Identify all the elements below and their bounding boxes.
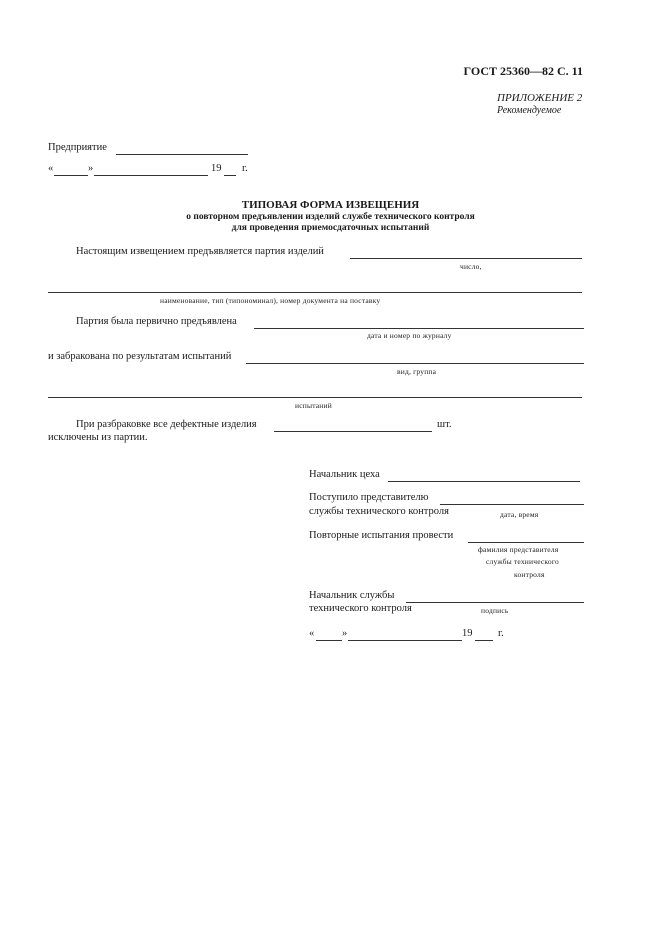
excluded-label: исключены из партии. [48,432,148,443]
hint-datetime: дата, время [500,510,539,519]
date-close-quote: » [88,163,94,174]
date-day-field[interactable] [54,175,88,176]
recommended-label: Рекомендуемое [497,105,562,116]
year-suffix: г. [242,163,248,174]
hint-signature: подпись [481,606,509,615]
hint-number: число, [460,262,482,271]
bottom-year-prefix: 19 [462,628,473,639]
hint-rep-1: фамилия представителя [478,545,559,554]
bottom-date-close-quote: » [342,628,348,639]
bottom-year-suffix: г. [498,628,504,639]
bottom-date-day-field[interactable] [316,640,342,641]
bottom-date-open-quote: « [309,628,315,639]
bottom-date-year-field[interactable] [475,640,493,641]
rejected-label: и забракована по результатам испытаний [48,351,232,362]
repeat-tests-field[interactable] [468,542,584,543]
first-submission-label: Партия была первично предъявлена [76,316,237,327]
form-subtitle-1: о повторном предъявлении изделий службе технического контроля [186,212,475,222]
form-subtitle-2: для проведения приемосдаточных испытаний [231,223,430,233]
defective-count-field[interactable] [274,431,432,432]
hint-rep-2: службы технического [486,557,559,566]
form-title: ТИПОВАЯ ФОРМА ИЗВЕЩЕНИЯ [241,199,420,211]
shop-head-signature-field[interactable] [388,481,580,482]
first-submission-field[interactable] [254,328,584,329]
rejection-tests-field[interactable] [246,363,584,364]
date-year-field[interactable] [224,175,236,176]
received-label-2: службы технического контроля [309,506,449,517]
qc-head-signature-field[interactable] [406,602,584,603]
hint-tests: испытаний [295,401,332,410]
enterprise-label: Предприятие [48,142,107,153]
shop-head-label: Начальник цеха [309,469,380,480]
repeat-tests-label: Повторные испытания провести [309,530,454,541]
batch-statement: Настоящим извещением предъявляется партия изделий [76,246,324,257]
appendix-label: ПРИЛОЖЕНИЕ 2 [497,92,583,104]
hint-rep-3: контроля [514,570,545,579]
bottom-date-month-field[interactable] [348,640,462,641]
year-prefix: 19 [211,163,222,174]
batch-name-field[interactable] [48,292,582,293]
hint-name: наименование, тип (типономинал), номер документа на поставку [160,296,381,305]
unit-label: шт. [437,419,452,430]
hint-type: вид, группа [397,367,437,376]
rejection-tests-field-2[interactable] [48,397,582,398]
standard-reference: ГОСТ 25360—82 С. 11 [463,64,583,78]
enterprise-field[interactable] [116,154,248,155]
defective-label: При разбраковке все дефектные изделия [76,419,257,430]
qc-head-label-1: Начальник службы [309,590,395,601]
received-label-1: Поступило представителю [309,492,429,503]
date-open-quote: « [48,163,54,174]
hint-journal: дата и номер по журналу [367,331,452,340]
received-field[interactable] [440,504,584,505]
batch-count-field[interactable] [350,258,582,259]
date-month-field[interactable] [94,175,208,176]
qc-head-label-2: технического контроля [309,603,412,614]
